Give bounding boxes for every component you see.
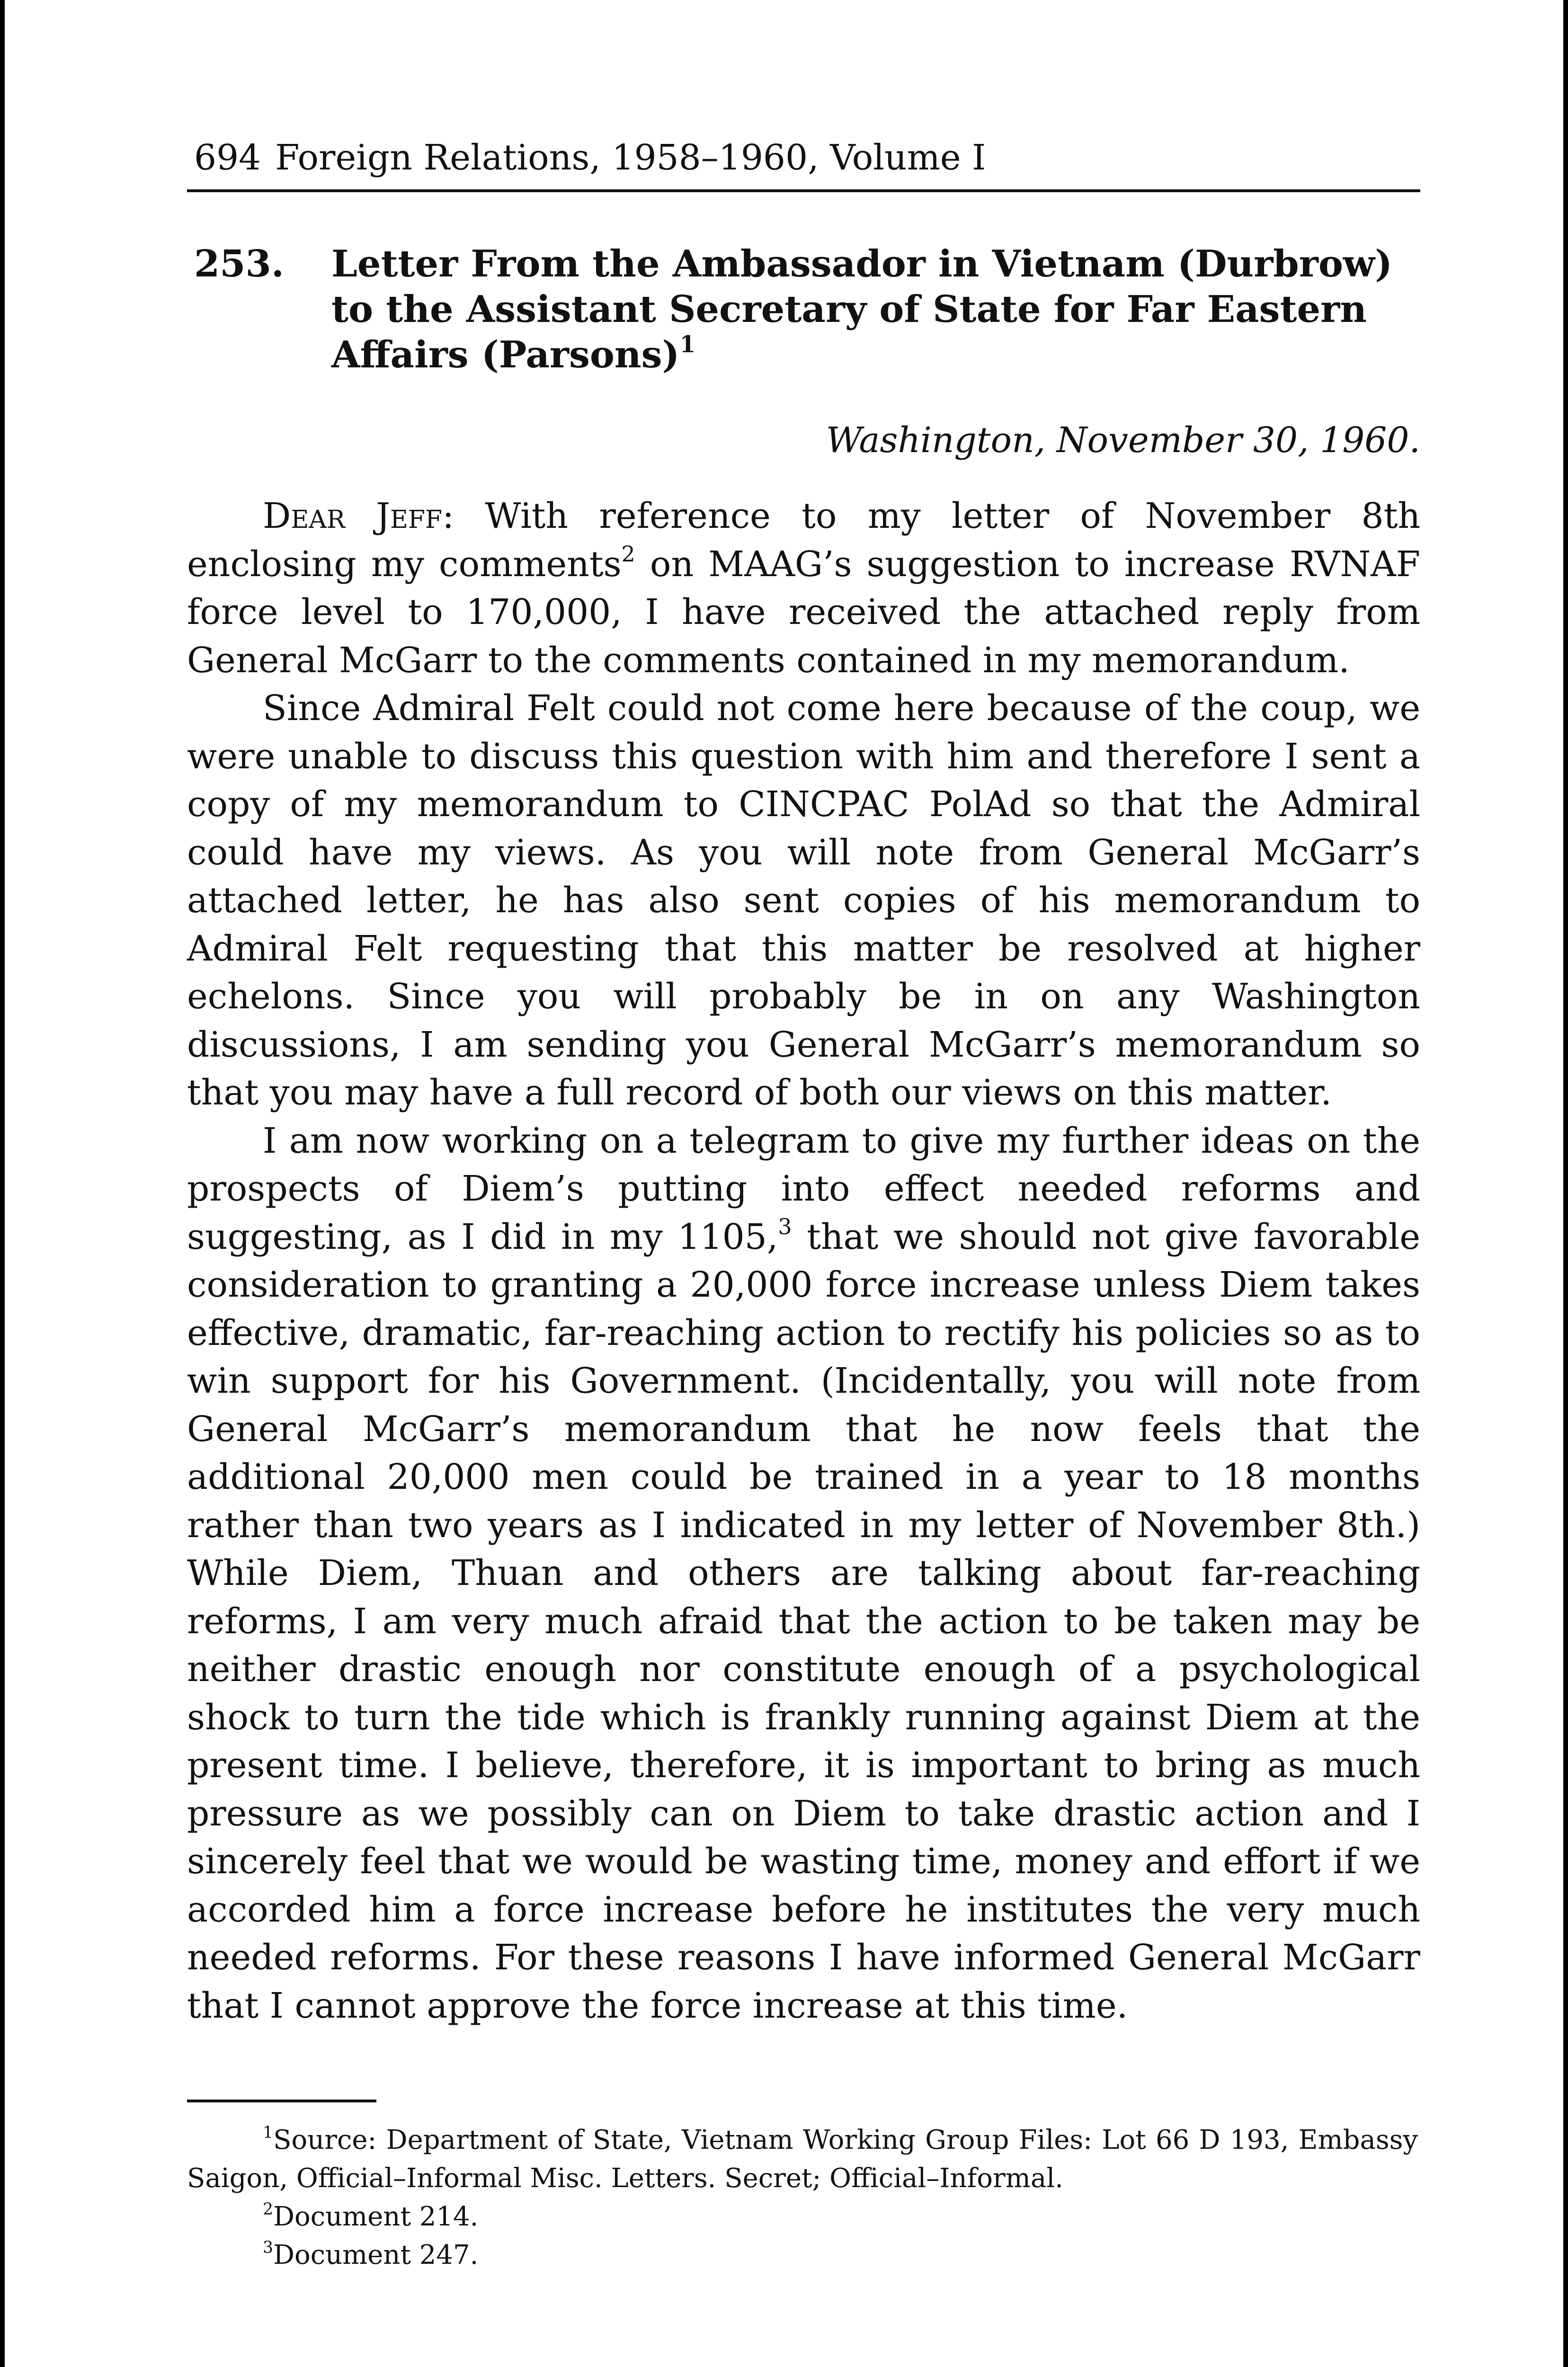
footnotes [187,2121,1418,2274]
footnote-rule [187,2100,376,2102]
footnote-2-text: Document 214. [273,2201,479,2232]
footnote-ref-1: 1 [679,331,696,358]
footnote-3-text: Document 247. [273,2240,479,2270]
paragraph-3 [187,1117,1420,2030]
running-header [194,135,1420,180]
footnote-2-mark: 2 [263,2199,274,2219]
footnote-ref-2: 2 [621,541,635,567]
footnote-1-mark: 1 [263,2123,274,2142]
dateline: Washington, November 30, 1960. [826,420,1420,461]
footnote-ref-3: 3 [778,1214,792,1240]
document-number: 253. [194,242,284,285]
letter-body [187,492,1420,2030]
header-rule [187,189,1420,192]
footnote-3 [187,2236,1418,2274]
footnote-1 [187,2121,1418,2198]
salutation: Dear Jeff: [263,496,454,536]
running-title: Foreign Relations, 1958–1960, Volume I [275,137,986,178]
page-number: 694 [194,137,261,178]
footnote-1-text: Source: Department of State, Vietnam Working Group Files: Lot 66 D 193, Embassy Saigon, Official–Informal Misc. Letters. Secret; Official–Informal. [187,2125,1418,2194]
paragraph-2: Since Admiral Felt could not come here because of the coup, we were unable to discuss this question with him and therefore I sent a copy of my memorandum to CINCPAC PolAd so that the Admiral could have my views. As you will note from General McGarr’s attached letter, he has also sent copies of his memorandum to Admiral Felt requesting that this matter be resolved at higher echelons. Since you will probably be in on any Washington discussions, I am sending you General McGarr’s memorandum so that you may have a full record of both our views on this matter. [187,688,1420,1113]
paragraph-1 [187,492,1420,685]
footnote-2 [187,2198,1418,2236]
document-page [5,0,1563,2367]
paragraph-3-text-a: I am now working on a telegram to give my further ideas on the prospects of Diem’s putting into effect needed reforms and suggesting, as I did in my 1105, [187,1120,1420,1257]
paragraph-3-text-b: that we should not give favorable consideration to granting a 20,000 force increase unless Diem takes effective, dramatic, far-reaching action to rectify his policies so as to win support for his Government. (Incidentally, you will note from General McGarr’s memorandum that he now feels that the additional 20,000 men could be trained in a year to 18 months rather than two years as I indicated in my letter of November 8th.) While Diem, Thuan and others are talking about far-reaching reforms, I am very much afraid that the action to be taken may be neither drastic enough nor constitute enough of a psychological shock to turn the tide which is frankly running against Diem at the present time. I believe, therefore, it is important to bring as much pressure as we possibly can on Diem to take drastic action and I sincerely feel that we would be wasting time, money and effort if we accorded him a force increase before he institutes the very much needed reforms. For these reasons I have informed General McGarr that I cannot approve the force increase at this time. [187,1216,1421,2026]
paragraph-1-text-b: on MAAG’s suggestion to increase RVNAF force level to 170,000, I have received the attached reply from General McGarr to the comments contained in my memorandum. [187,543,1420,681]
footnote-3-mark: 3 [263,2238,274,2257]
document-title-text: Letter From the Ambassador in Vietnam (Durbrow) to the Assistant Secretary of State for Far Eastern Affairs (Parsons) [331,242,1392,376]
document-title [331,241,1430,378]
paragraph-1-text-a: With reference to my letter of November 8th enclosing my comments [187,496,1420,585]
